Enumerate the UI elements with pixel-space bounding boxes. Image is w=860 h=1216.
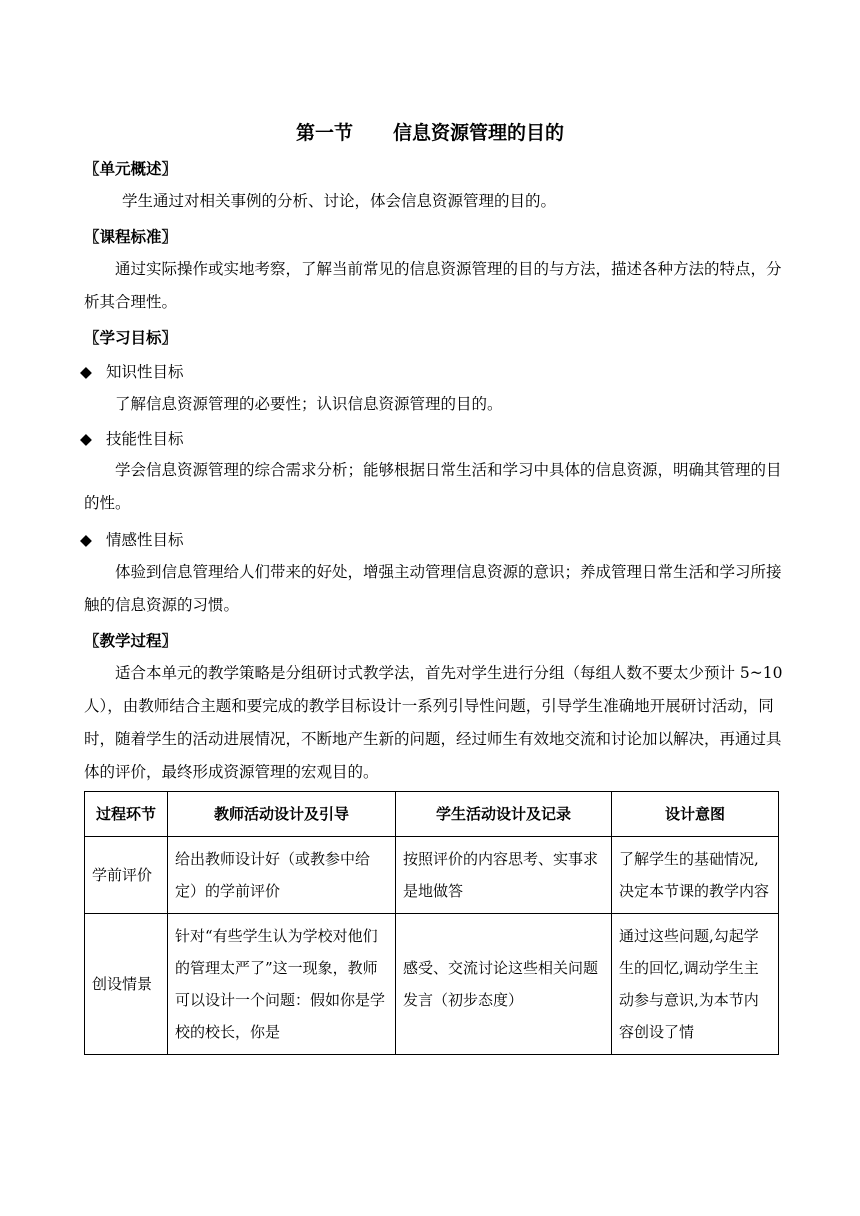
goal-text-knowledge: 了解信息资源管理的必要性；认识信息资源管理的目的。 bbox=[115, 395, 503, 413]
cell-student: 按照评价的内容思考、实事求是地做答 bbox=[396, 837, 612, 914]
cell-teacher: 针对“有些学生认为学校对他们的管理太严了”这一现象，教师可以设计一个问题：假如你是学校的校长，你是 bbox=[168, 914, 396, 1055]
goal-item-knowledge bbox=[80, 360, 184, 382]
goal-label: 技能性目标 bbox=[106, 430, 184, 448]
header-teacher: 教师活动设计及引导 bbox=[168, 792, 396, 837]
goal-text-emotion: 体验到信息管理给人们带来的好处，增强主动管理信息资源的意识；养成管理日常生活和学习所接触的信息资源的习惯。 bbox=[84, 563, 782, 614]
standard-text: 通过实际操作或实地考察，了解当前常见的信息资源管理的目的与方法，描述各种方法的特点，分析其合理性。 bbox=[84, 260, 782, 311]
goal-text-skill: 学会信息资源管理的综合需求分析；能够根据日常生活和学习中具体的信息资源，明确其管理的目的性。 bbox=[84, 461, 782, 512]
section-title: 信息资源管理的目的 bbox=[393, 122, 565, 144]
header-intent: 设计意图 bbox=[612, 792, 779, 837]
cell-intent: 了解学生的基础情况,决定本节课的教学内容 bbox=[612, 837, 779, 914]
overview-heading: 〖单元概述〗 bbox=[84, 160, 178, 178]
teaching-process-table bbox=[84, 791, 779, 1055]
goal-item-emotion bbox=[80, 528, 184, 550]
header-stage: 过程环节 bbox=[85, 792, 168, 837]
student-activity-note: 发言（初步态度） bbox=[403, 991, 524, 1009]
goals-heading: 〖学习目标〗 bbox=[84, 329, 178, 347]
cell-student bbox=[396, 914, 612, 1055]
cell-stage: 学前评价 bbox=[85, 837, 168, 914]
page-title bbox=[0, 118, 860, 145]
diamond-bullet-icon: ◆ bbox=[80, 430, 92, 448]
diamond-bullet-icon: ◆ bbox=[80, 531, 92, 549]
table-row bbox=[85, 837, 779, 914]
table-row bbox=[85, 914, 779, 1055]
student-activity: 感受、交流讨论这些相关问题 bbox=[403, 959, 599, 977]
goal-label: 知识性目标 bbox=[106, 363, 184, 381]
section-number: 第一节 bbox=[295, 122, 353, 144]
goal-item-skill bbox=[80, 427, 184, 449]
header-student: 学生活动设计及记录 bbox=[396, 792, 612, 837]
cell-stage: 创设情景 bbox=[85, 914, 168, 1055]
diamond-bullet-icon: ◆ bbox=[80, 363, 92, 381]
goal-label: 情感性目标 bbox=[106, 531, 184, 549]
process-heading: 〖教学过程〗 bbox=[84, 632, 178, 650]
cell-intent: 通过这些问题,勾起学生的回忆,调动学生主动参与意识,为本节内容创设了情 bbox=[612, 914, 779, 1055]
standard-heading: 〖课程标准〗 bbox=[84, 228, 178, 246]
table-header-row bbox=[85, 792, 779, 837]
process-text: 适合本单元的教学策略是分组研讨式教学法，首先对学生进行分组（每组人数不要太少预计 5~10 人），由教师结合主题和要完成的教学目标设计一系列引导性问题，引导学生准确地开展研讨活动，同时，随着学生的活动进展情况，不断地产生新的问题，经过师生有效地交流和讨论加以解决，再通过具体的评价，最终形成资源管理的宏观目的。 bbox=[84, 664, 783, 781]
overview-text: 学生通过对相关事例的分析、讨论，体会信息资源管理的目的。 bbox=[122, 192, 557, 210]
cell-teacher: 给出教师设计好（或教参中给定）的学前评价 bbox=[168, 837, 396, 914]
